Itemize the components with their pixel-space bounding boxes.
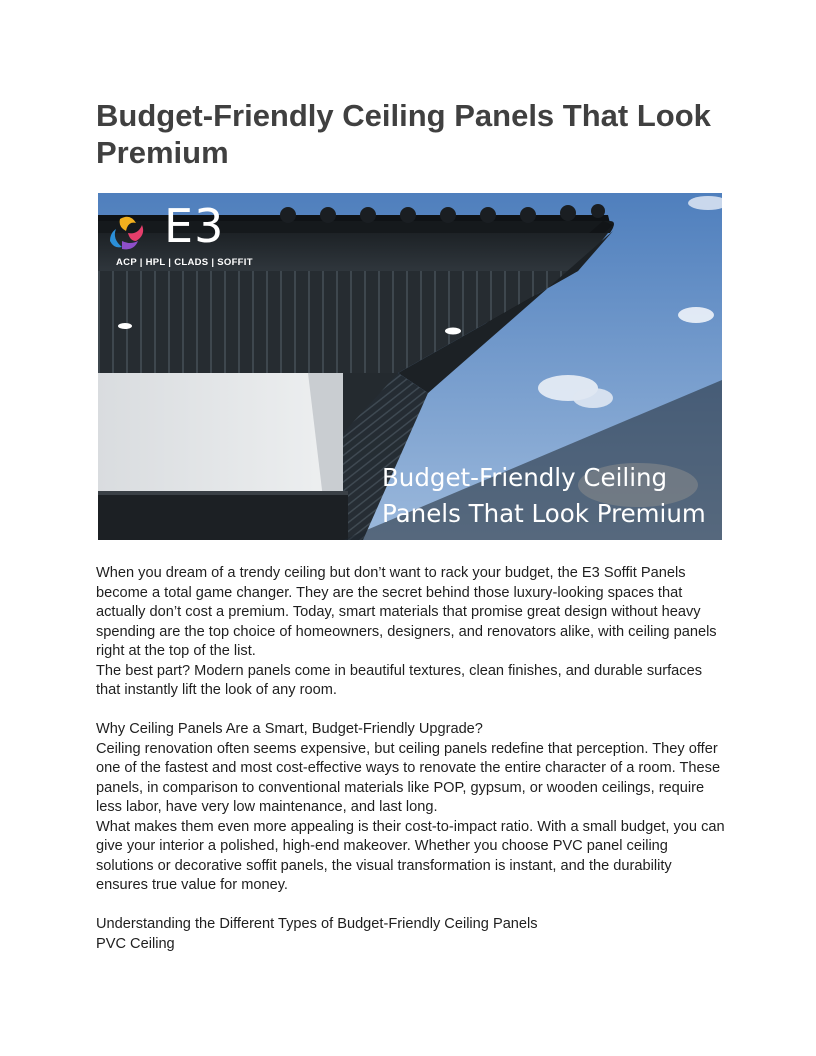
best-part-paragraph: The best part? Modern panels come in beautiful textures, clean finishes, and durable surfaces that instantly lift the look of any room. xyxy=(96,662,702,698)
intro-paragraph: When you dream of a trendy ceiling but don’t want to rack your budget, the E3 Soffit Panels become a total game changer. They are the secret behind those luxury-looking spaces that actually don’t cost a premium. Today, smart materials that promise great design without heavy spending are the top choice of homeowners, designers, and renovators alike, with ceiling panels right at the top of the list. xyxy=(96,565,717,659)
section-heading-why: Why Ceiling Panels Are a Smart, Budget-Friendly Upgrade? xyxy=(96,721,483,737)
banner-line-1: Budget-Friendly Ceiling xyxy=(382,463,668,492)
logo-mark: E3 xyxy=(164,199,225,253)
article-body xyxy=(96,564,726,954)
section-heading-types: Understanding the Different Types of Budget-Friendly Ceiling Panels xyxy=(96,916,538,932)
logo-tagline: ACP | HPL | CLADS | SOFFIT xyxy=(116,257,253,268)
subheading-pvc-ceiling: PVC Ceiling xyxy=(96,935,175,952)
page-title: Budget-Friendly Ceiling Panels That Look Premium xyxy=(96,98,711,170)
section-why-paragraph-1: Ceiling renovation often seems expensive, but ceiling panels redefine that perception. They offer one of the fastest and most cost-effective ways to renovate the entire character of a room. These panels, in comparison to conventional materials like POP, gypsum, or wooden ceilings, require less labor, have very low maintenance, and last long. xyxy=(96,740,721,815)
section-why-paragraph-2: What makes them even more appealing is their cost-to-impact ratio. With a small budget, you can give your interior a polished, high-end makeover. Whether you choose PVC panel ceiling solutions or decorative soffit panels, the visual transformation is instant, and the durability ensures true value for money. xyxy=(96,818,725,893)
hero-image xyxy=(98,193,722,540)
banner-line-2: Panels That Look Premium xyxy=(382,499,706,528)
